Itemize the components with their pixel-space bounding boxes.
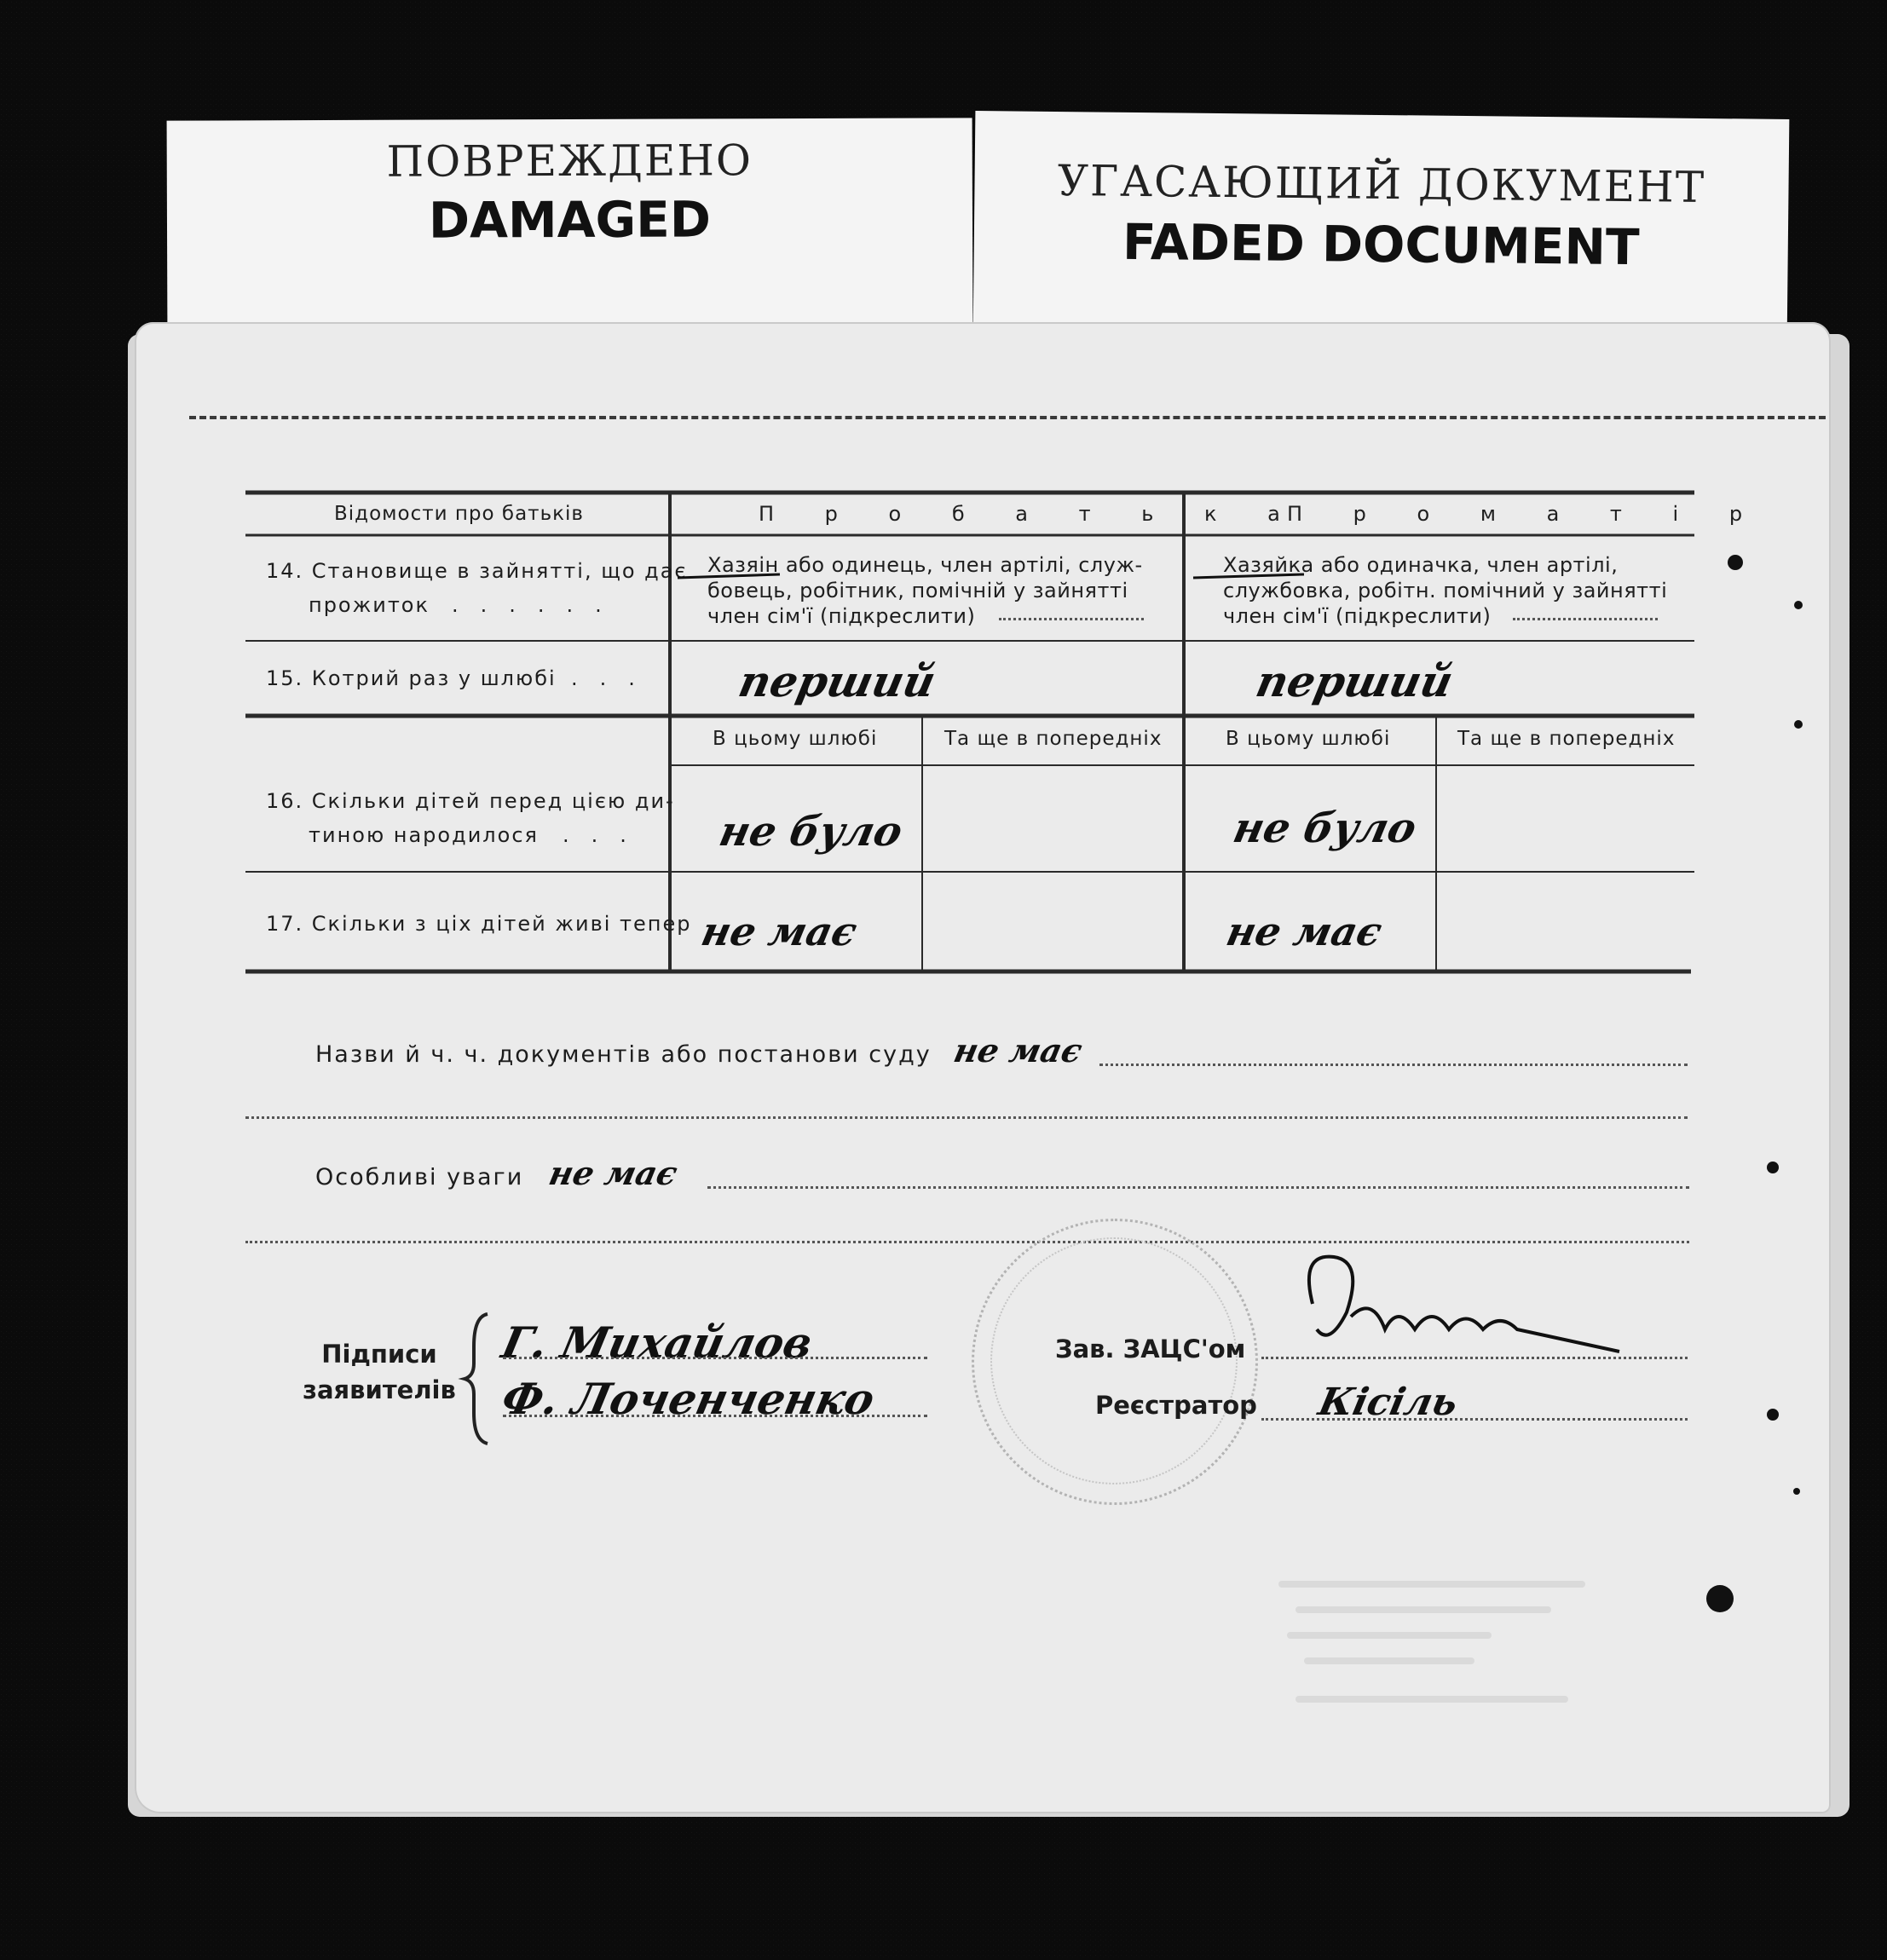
bleed-through-mark (1296, 1696, 1568, 1703)
documents-dotline-2 (245, 1116, 1688, 1119)
row14-father-text-2: бовець, робітник, помічній у зайнятті (707, 579, 1128, 602)
head-dotline (1261, 1357, 1688, 1359)
bleed-through-mark (1304, 1657, 1474, 1664)
row14-mother-text-3: член сім'ї (підкреслити) (1223, 604, 1492, 628)
row14-label-dots: ...... (452, 593, 624, 617)
row14-father-dotline (999, 618, 1144, 620)
subheader-mother-previous: Та ще в попередніх (1457, 728, 1676, 750)
faded-label-ru: УГАСАЮЩИЙ ДОКУМЕНТ (1057, 156, 1706, 212)
header-mother: П р о м а т і р (1287, 502, 1765, 526)
row16-label-line1: 16. Скільки дітей перед цією ди- (266, 789, 675, 813)
applicant-1-signature: Г. Михайлов (497, 1317, 817, 1368)
subheader-mother-this: В цьому шлюбі (1226, 728, 1391, 750)
header-info: Відомости про батьків (334, 503, 584, 525)
row16-father-this-handwriting: не було (715, 808, 907, 856)
bleed-through-mark (1296, 1606, 1551, 1613)
applicants-label (290, 1336, 469, 1408)
documents-label: Назви й ч. ч. документів або постанови суду (315, 1041, 932, 1068)
remarks-dotline-2 (245, 1241, 1689, 1243)
row14-label-line1: 14. Становище в зайнятті, що дає (266, 559, 688, 583)
applicants-label-2: заявителів (303, 1375, 456, 1404)
faded-label-en: FADED DOCUMENT (1122, 212, 1640, 277)
registrar-dotline (1261, 1418, 1688, 1421)
bleed-through-mark (1287, 1632, 1492, 1639)
damaged-label-en: DAMAGED (428, 190, 712, 250)
row14-mother-text-2: службовка, робітн. помічний у зайнятті (1223, 579, 1668, 602)
documents-dotline (1099, 1064, 1688, 1066)
row15-father-handwriting: перший (734, 656, 941, 706)
row14-father-text-3: член сім'ї (підкреслити) (707, 604, 976, 628)
faded-label-card (973, 111, 1790, 345)
row17-father-this-handwriting: не має (697, 908, 862, 954)
head-label: Зав. ЗАЦС'ом (1055, 1335, 1246, 1363)
registrar-signature: Кісіль (1314, 1381, 1462, 1424)
remarks-dotline (707, 1186, 1689, 1189)
damaged-label-card (167, 118, 973, 333)
row15-label-dots: ... (571, 666, 657, 690)
applicants-label-1: Підписи (321, 1340, 437, 1369)
bleed-through-mark (1278, 1581, 1585, 1588)
row14-label-line2: прожиток (309, 593, 430, 617)
subheader-father-previous: Та ще в попередніх (944, 728, 1163, 750)
damaged-label-ru: ПОВРЕЖДЕНО (386, 135, 753, 187)
row16-label-dots: ... (563, 823, 649, 847)
row14-mother-dotline (1513, 618, 1658, 620)
row16-mother-this-handwriting: не було (1229, 804, 1421, 852)
subheader-father-this: В цьому шлюбі (713, 728, 878, 750)
row16-label-line2: тиною народилося (309, 823, 539, 847)
row15-label: 15. Котрий раз у шлюбі (266, 666, 557, 690)
row17-label: 17. Скільки з ціх дітей живі тепер (266, 912, 692, 936)
row17-mother-this-handwriting: не має (1222, 908, 1387, 954)
remarks-label: Особливі уваги (315, 1164, 524, 1190)
documents-handwriting: не має (950, 1031, 1086, 1069)
perforation-line (189, 416, 1826, 419)
applicant-2-signature: Ф. Лоченченко (497, 1374, 880, 1424)
row14-father-text-1: Хазяін або одинець, член артілі, служ- (707, 553, 1143, 577)
registrar-label: Реєстратор (1095, 1391, 1257, 1420)
applicant-1-dotline (503, 1357, 927, 1359)
header-father: П р о б а т ь к а (759, 502, 1302, 526)
remarks-handwriting: не має (545, 1154, 681, 1192)
row14-mother-text-1: Хазяйка або одиначка, член артілі, (1223, 553, 1619, 577)
row15-mother-handwriting: перший (1251, 656, 1458, 706)
applicant-2-dotline (503, 1415, 927, 1417)
